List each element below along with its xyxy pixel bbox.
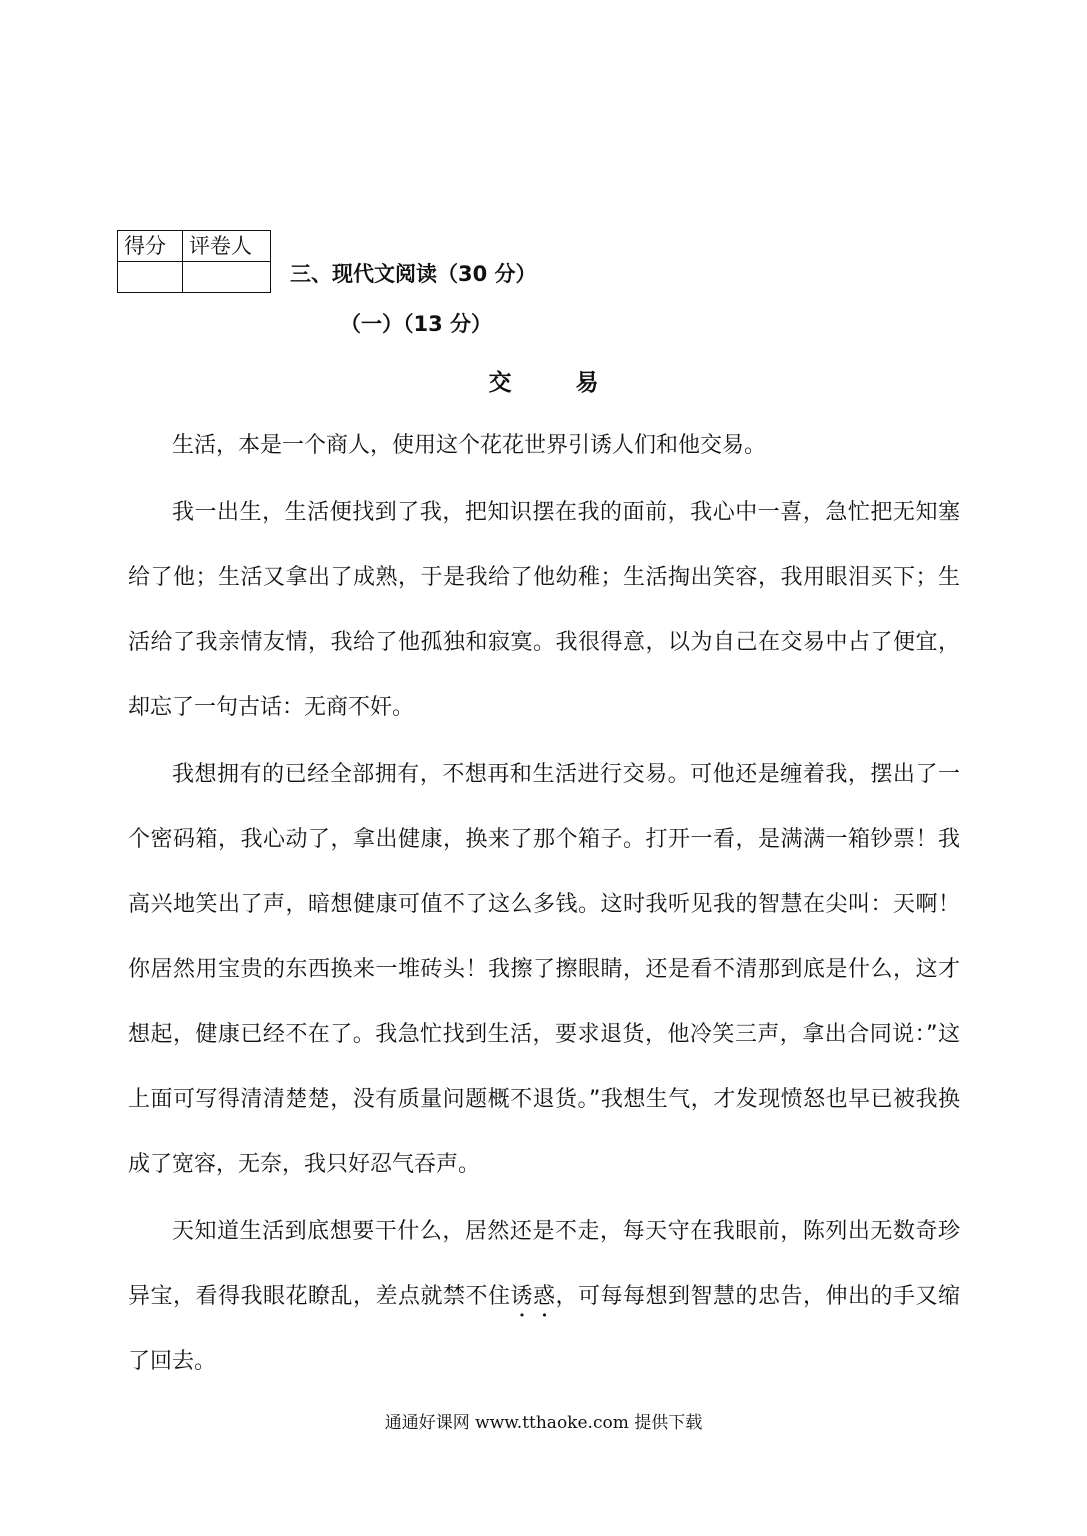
article-title: 交易 bbox=[488, 370, 663, 396]
paragraph-3: 我想拥有的已经全部拥有，不想再和生活进行交易。可他还是缠着我，摆出了一个密码箱，我心动了，拿出健康，换来了那个箱子。打开一看，是满满一箱钞票！我高兴地笑出了声，暗想健康可值不了这么多钱。这时我听见我的智慧在尖叫：天啊！你居然用宝贵的东西换来一堆砖头！我擦了擦眼睛，还是看不清那到底是什么，这才想起，健康已经不在了。我急忙找到生活，要求退货，他冷笑三声，拿出合同说：”这上面可写得清清楚楚，没有质量问题概不退货。”我想生气，才发现愤怒也早已被我换成了宽容，无奈，我只好忍气吞声。 bbox=[128, 762, 960, 1177]
paragraph-4-before: 天知道生活到底想要干什么，居然还是不走，每天守在我眼前，陈列出无数奇珍异宝，看得我眼花瞭乱，差点就禁不住 bbox=[128, 1219, 960, 1309]
paragraph-1: 生活，本是一个商人，使用这个花花世界引诱人们和他交易。 bbox=[172, 433, 767, 458]
emphasized-word: 诱惑 bbox=[510, 1284, 556, 1309]
score-header: 得分 bbox=[118, 231, 183, 262]
score-cell[interactable] bbox=[118, 262, 183, 293]
section-title: 三、现代文阅读（30 分） bbox=[290, 262, 537, 286]
section-subtitle: （一）（13 分） bbox=[340, 312, 493, 336]
footer-source: 通通好课网 www.tthaoke.com 提供下载 bbox=[384, 1413, 703, 1433]
grader-cell[interactable] bbox=[183, 262, 271, 293]
article-body bbox=[128, 413, 960, 1394]
paragraph-4 bbox=[128, 1199, 960, 1394]
paragraph-4-after: ，可每每想到智慧的忠告，伸出的手又缩了回去。 bbox=[128, 1284, 960, 1374]
score-box bbox=[117, 230, 271, 293]
paragraph-2: 我一出生，生活便找到了我，把知识摆在我的面前，我心中一喜，急忙把无知塞给了他；生活又拿出了成熟，于是我给了他幼稚；生活掏出笑容，我用眼泪买下；生活给了我亲情友情，我给了他孤独和寂寞。我很得意，以为自己在交易中占了便宜，却忘了一句古话：无商不奸。 bbox=[128, 500, 960, 720]
grader-header: 评卷人 bbox=[183, 231, 271, 262]
